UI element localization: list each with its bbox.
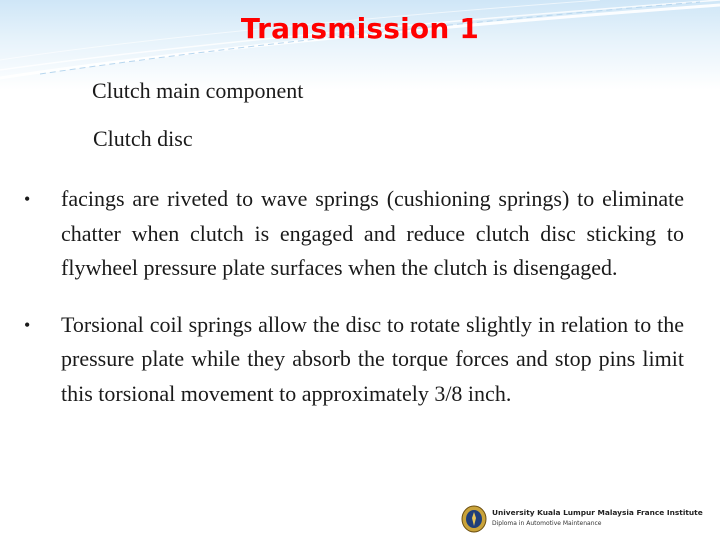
footer-program: Diploma in Automotive Maintenance <box>492 520 602 527</box>
bullet-item <box>24 308 684 412</box>
bullet-text: facings are riveted to wave springs (cushioning springs) to eliminate chatter when clutch is engaged and reduce clutch disc sticking to flywheel pressure plate surfaces when the clutch is disengaged. <box>61 186 684 280</box>
bullet-text: Torsional coil springs allow the disc to rotate slightly in relation to the pressure plate while they absorb the torque forces and stop pins limit this torsional movement to approximately 3/8 inch. <box>61 311 684 406</box>
bullet-icon: • <box>24 189 31 209</box>
section-heading: Clutch main component <box>92 78 304 103</box>
footer-institution: University Kuala Lumpur Malaysia France Institute <box>492 508 703 517</box>
footer <box>461 505 716 535</box>
bullet-icon: • <box>24 314 31 335</box>
bullet-item <box>24 182 684 286</box>
bullet-list <box>24 182 684 433</box>
subsection-heading: Clutch disc <box>93 126 193 151</box>
slide-title: Transmission 1 <box>240 12 480 45</box>
university-seal-icon <box>461 505 487 533</box>
